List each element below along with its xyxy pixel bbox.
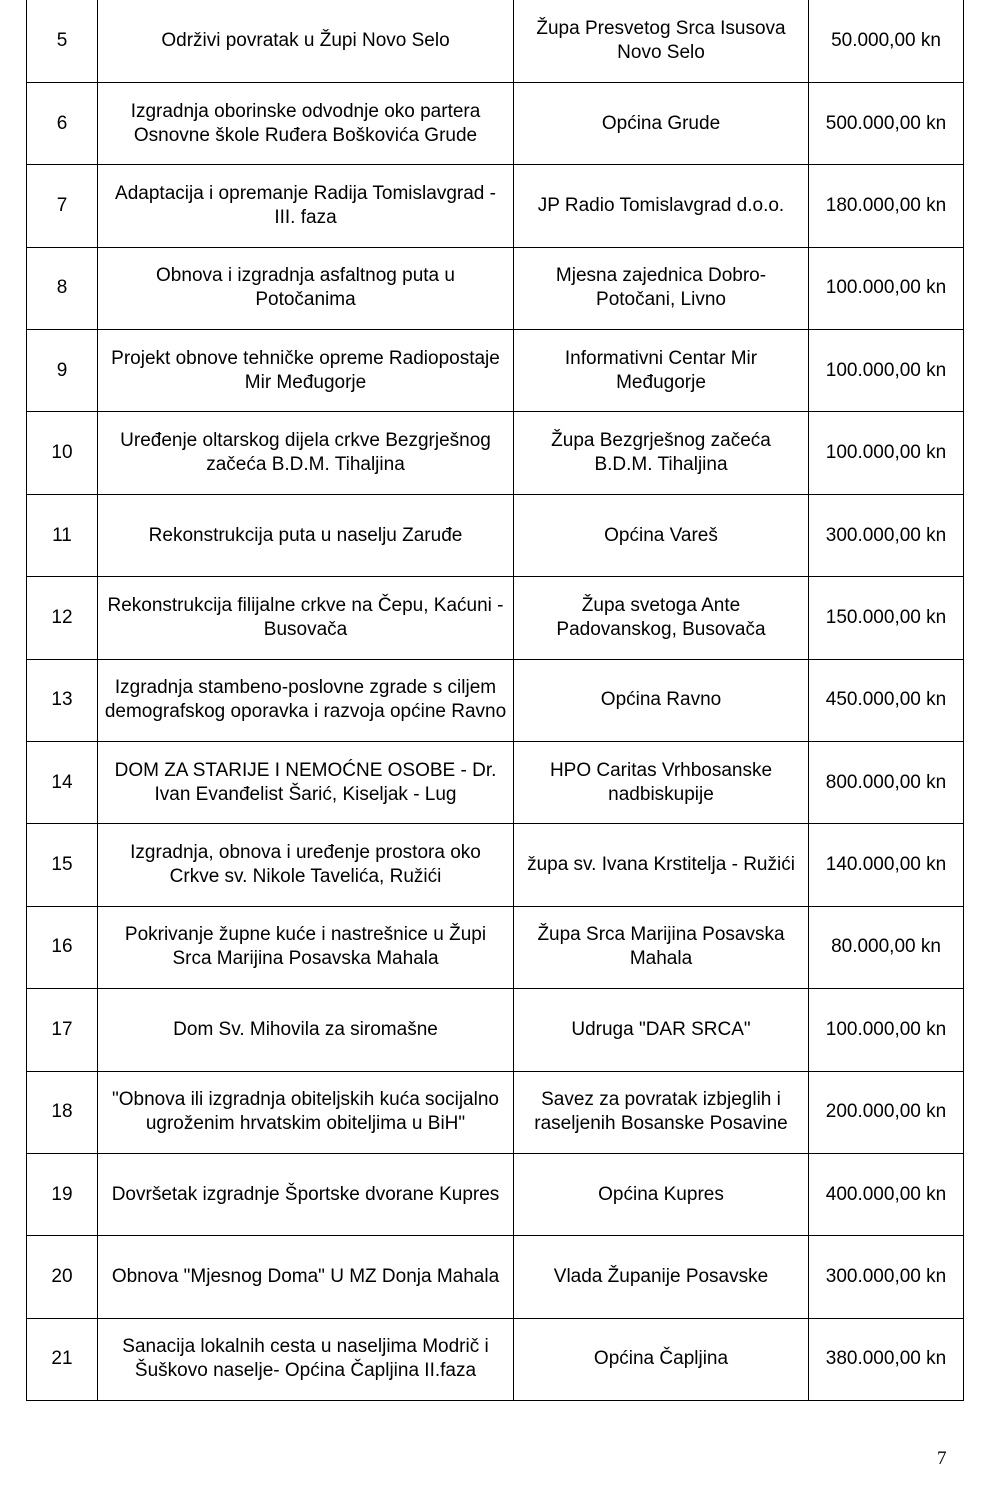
amount: 100.000,00 kn [809,330,964,412]
amount: 150.000,00 kn [809,577,964,659]
recipient: Općina Grude [514,82,809,164]
amount: 180.000,00 kn [809,165,964,247]
row-number: 14 [27,742,98,824]
table-row [27,824,964,906]
recipient: Savez za povratak izbjeglih i raseljenih Bosanske Posavine [514,1071,809,1153]
table-row [27,247,964,329]
table-row [27,742,964,824]
table-row [27,0,964,82]
project-name: Obnova "Mjesnog Doma" U MZ Donja Mahala [98,1236,514,1318]
project-name: Sanacija lokalnih cesta u naseljima Modrič i Šuškovo naselje- Općina Čapljina II.faza [98,1318,514,1400]
row-number: 17 [27,989,98,1071]
recipient: Župa Presvetog Srca Isusova Novo Selo [514,0,809,82]
recipient: Župa Bezgrješnog začeća B.D.M. Tihaljina [514,412,809,494]
recipient: Mjesna zajednica Dobro-Potočani, Livno [514,247,809,329]
amount: 400.000,00 kn [809,1153,964,1235]
recipient: župa sv. Ivana Krstitelja - Ružići [514,824,809,906]
amount: 100.000,00 kn [809,247,964,329]
amount: 140.000,00 kn [809,824,964,906]
recipient: Udruga "DAR SRCA" [514,989,809,1071]
row-number: 15 [27,824,98,906]
recipient: Općina Čapljina [514,1318,809,1400]
project-name: Projekt obnove tehničke opreme Radiopostaje Mir Međugorje [98,330,514,412]
row-number: 12 [27,577,98,659]
recipient: Općina Ravno [514,659,809,741]
project-name: DOM ZA STARIJE I NEMOĆNE OSOBE - Dr. Ivan Evanđelist Šarić, Kiseljak - Lug [98,742,514,824]
recipient: JP Radio Tomislavgrad d.o.o. [514,165,809,247]
funding-table [26,0,964,1401]
recipient: Vlada Županije Posavske [514,1236,809,1318]
amount: 100.000,00 kn [809,989,964,1071]
funding-table-body [27,0,964,1401]
table-row [27,82,964,164]
project-name: Adaptacija i opremanje Radija Tomislavgrad - III. faza [98,165,514,247]
row-number: 6 [27,82,98,164]
recipient: Župa Srca Marijina Posavska Mahala [514,906,809,988]
table-row [27,330,964,412]
row-number: 8 [27,247,98,329]
page-number: 7 [937,1448,947,1469]
project-name: Dom Sv. Mihovila za siromašne [98,989,514,1071]
amount: 500.000,00 kn [809,82,964,164]
table-row [27,1236,964,1318]
row-number: 10 [27,412,98,494]
recipient: HPO Caritas Vrhbosanske nadbiskupije [514,742,809,824]
project-name: Rekonstrukcija puta u naselju Zaruđe [98,494,514,576]
project-name: Uređenje oltarskog dijela crkve Bezgrješnog začeća B.D.M. Tihaljina [98,412,514,494]
table-row [27,165,964,247]
row-number: 20 [27,1236,98,1318]
amount: 50.000,00 kn [809,0,964,82]
table-row [27,412,964,494]
amount: 450.000,00 kn [809,659,964,741]
row-number: 16 [27,906,98,988]
project-name: Izgradnja stambeno-poslovne zgrade s ciljem demografskog oporavka i razvoja općine Ravno [98,659,514,741]
row-number: 18 [27,1071,98,1153]
table-row [27,659,964,741]
project-name: Rekonstrukcija filijalne crkve na Čepu, Kaćuni - Busovača [98,577,514,659]
amount: 380.000,00 kn [809,1318,964,1400]
recipient: Informativni Centar Mir Međugorje [514,330,809,412]
table-row [27,989,964,1071]
recipient: Općina Vareš [514,494,809,576]
row-number: 7 [27,165,98,247]
project-name: Obnova i izgradnja asfaltnog puta u Potočanima [98,247,514,329]
table-row [27,1153,964,1235]
table-row [27,577,964,659]
table-row [27,1318,964,1400]
amount: 80.000,00 kn [809,906,964,988]
recipient: Župa svetoga Ante Padovanskog, Busovača [514,577,809,659]
table-row [27,906,964,988]
row-number: 9 [27,330,98,412]
amount: 100.000,00 kn [809,412,964,494]
row-number: 19 [27,1153,98,1235]
project-name: Dovršetak izgradnje Športske dvorane Kupres [98,1153,514,1235]
table-row [27,494,964,576]
amount: 800.000,00 kn [809,742,964,824]
project-name: Izgradnja, obnova i uređenje prostora oko Crkve sv. Nikole Tavelića, Ružići [98,824,514,906]
amount: 200.000,00 kn [809,1071,964,1153]
amount: 300.000,00 kn [809,494,964,576]
amount: 300.000,00 kn [809,1236,964,1318]
project-name: Izgradnja oborinske odvodnje oko partera Osnovne škole Ruđera Boškovića Grude [98,82,514,164]
row-number: 21 [27,1318,98,1400]
project-name: "Obnova ili izgradnja obiteljskih kuća socijalno ugroženim hrvatskim obiteljima u BiH" [98,1071,514,1153]
project-name: Održivi povratak u Župi Novo Selo [98,0,514,82]
project-name: Pokrivanje župne kuće i nastrešnice u Župi Srca Marijina Posavska Mahala [98,906,514,988]
row-number: 11 [27,494,98,576]
row-number: 5 [27,0,98,82]
row-number: 13 [27,659,98,741]
table-row [27,1071,964,1153]
recipient: Općina Kupres [514,1153,809,1235]
